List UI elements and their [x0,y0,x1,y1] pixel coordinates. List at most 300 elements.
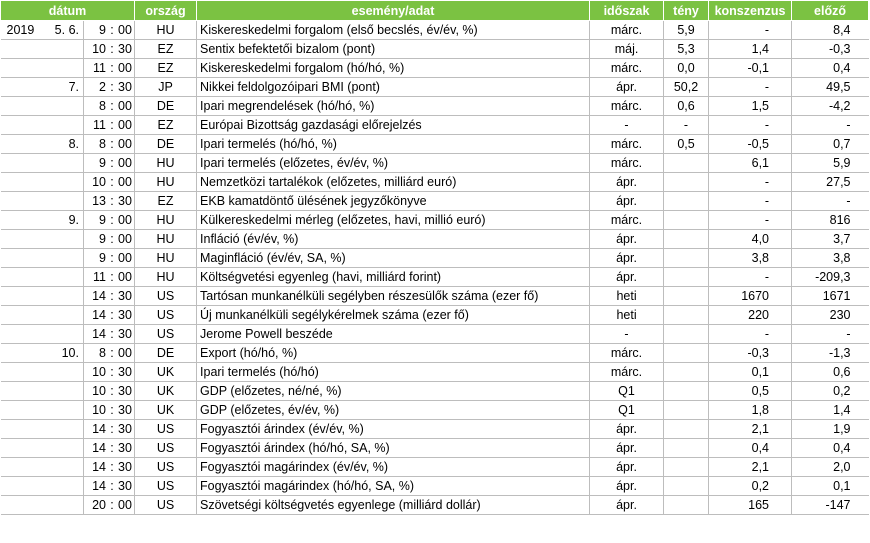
cell-time [84,382,135,401]
cell-date [36,496,84,515]
cell-consensus: 1,4 [709,40,792,59]
cell-year [1,382,36,401]
cell-period: márc. [590,135,664,154]
cell-period: ápr. [590,439,664,458]
cell-date: 9. [36,211,84,230]
cell-date: 5. 6. [36,21,84,40]
time-hour: 8 [99,137,106,151]
cell-date: 8. [36,135,84,154]
cell-date [36,477,84,496]
cell-date [36,59,84,78]
cell-previous: 0,4 [792,59,869,78]
cell-country: HU [135,211,197,230]
cell-date [36,458,84,477]
cell-time [84,97,135,116]
cell-event: GDP (előzetes, né/né, %) [197,382,590,401]
cell-country: US [135,439,197,458]
cell-country: US [135,420,197,439]
time-hour: 14 [92,460,106,474]
cell-year [1,477,36,496]
cell-consensus: - [709,192,792,211]
time-separator: : [110,441,114,455]
table-row [1,458,869,477]
cell-previous: 27,5 [792,173,869,192]
cell-time [84,230,135,249]
time-hour: 9 [99,251,106,265]
cell-event: Fogyasztói árindex (év/év, %) [197,420,590,439]
cell-previous: -1,3 [792,344,869,363]
cell-consensus: - [709,173,792,192]
cell-consensus: - [709,21,792,40]
cell-actual [664,154,709,173]
cell-previous: - [792,325,869,344]
cell-consensus: -0,1 [709,59,792,78]
cell-country: HU [135,249,197,268]
cell-time [84,154,135,173]
time-hour: 10 [92,42,106,56]
time-hour: 14 [92,289,106,303]
cell-period: márc. [590,211,664,230]
cell-event: GDP (előzetes, év/év, %) [197,401,590,420]
time-separator: : [110,384,114,398]
cell-date [36,287,84,306]
cell-period: - [590,116,664,135]
cell-country: US [135,496,197,515]
cell-consensus: 6,1 [709,154,792,173]
cell-consensus: -0,3 [709,344,792,363]
cell-previous: 3,8 [792,249,869,268]
cell-country: HU [135,230,197,249]
cell-previous: -0,3 [792,40,869,59]
cell-date [36,306,84,325]
time-separator: : [110,498,114,512]
cell-previous: 0,4 [792,439,869,458]
time-minute: 30 [118,327,132,341]
time-separator: : [110,479,114,493]
time-minute: 00 [118,251,132,265]
cell-country: US [135,287,197,306]
time-hour: 11 [93,270,106,284]
time-hour: 9 [99,23,106,37]
cell-country: US [135,458,197,477]
cell-event: EKB kamatdöntő ülésének jegyzőkönyve [197,192,590,211]
cell-period: ápr. [590,477,664,496]
cell-actual [664,363,709,382]
cell-country: UK [135,382,197,401]
time-hour: 11 [93,61,106,75]
cell-time [84,59,135,78]
cell-consensus: -0,5 [709,135,792,154]
time-separator: : [110,137,114,151]
cell-year [1,249,36,268]
cell-country: HU [135,268,197,287]
table-row [1,268,869,287]
cell-date [36,154,84,173]
cell-previous: - [792,116,869,135]
time-separator: : [110,346,114,360]
cell-event: Költségvetési egyenleg (havi, milliárd forint) [197,268,590,287]
cell-date [36,192,84,211]
cell-actual: 50,2 [664,78,709,97]
time-minute: 30 [118,42,132,56]
cell-year [1,306,36,325]
cell-event: Tartósan munkanélküli segélyben részesülők száma (ezer fő) [197,287,590,306]
table-row [1,154,869,173]
cell-actual [664,420,709,439]
cell-date [36,382,84,401]
table-row [1,116,869,135]
cell-time [84,40,135,59]
table-row [1,192,869,211]
cell-year [1,135,36,154]
cell-consensus: 0,2 [709,477,792,496]
cell-period: Q1 [590,382,664,401]
cell-period: ápr. [590,230,664,249]
header-datum: dátum [1,1,135,21]
time-separator: : [110,42,114,56]
cell-period: márc. [590,344,664,363]
cell-period: heti [590,287,664,306]
table-row [1,439,869,458]
time-minute: 30 [118,194,132,208]
cell-previous: 3,7 [792,230,869,249]
time-separator: : [110,308,114,322]
cell-actual: - [664,116,709,135]
header-esemeny: esemény/adat [197,1,590,21]
cell-time [84,78,135,97]
cell-event: Infláció (év/év, %) [197,230,590,249]
cell-previous: 49,5 [792,78,869,97]
time-hour: 8 [99,99,106,113]
time-minute: 00 [118,118,132,132]
cell-previous: 230 [792,306,869,325]
cell-actual [664,268,709,287]
cell-date [36,97,84,116]
time-hour: 14 [92,479,106,493]
cell-year [1,439,36,458]
cell-year [1,40,36,59]
time-minute: 30 [118,460,132,474]
cell-country: HU [135,154,197,173]
cell-period: ápr. [590,78,664,97]
cell-event: Új munkanélküli segélykérelmek száma (ezer fő) [197,306,590,325]
cell-country: HU [135,173,197,192]
cell-year [1,287,36,306]
cell-period: máj. [590,40,664,59]
cell-date [36,401,84,420]
time-minute: 00 [118,156,132,170]
cell-actual: 0,5 [664,135,709,154]
cell-previous: 1671 [792,287,869,306]
cell-time [84,173,135,192]
cell-country: EZ [135,192,197,211]
cell-year [1,211,36,230]
cell-actual [664,192,709,211]
time-separator: : [110,99,114,113]
cell-actual [664,306,709,325]
cell-time [84,401,135,420]
time-minute: 30 [118,365,132,379]
cell-consensus: 2,1 [709,458,792,477]
time-hour: 10 [92,175,106,189]
cell-actual [664,458,709,477]
time-hour: 11 [93,118,106,132]
cell-date [36,249,84,268]
cell-country: US [135,325,197,344]
cell-country: EZ [135,40,197,59]
cell-previous: -147 [792,496,869,515]
cell-consensus: 1,5 [709,97,792,116]
cell-date [36,173,84,192]
time-separator: : [110,175,114,189]
cell-time [84,135,135,154]
time-separator: : [110,61,114,75]
time-separator: : [110,270,114,284]
cell-year [1,116,36,135]
time-hour: 20 [92,498,106,512]
cell-previous: 8,4 [792,21,869,40]
cell-time [84,211,135,230]
table-row [1,40,869,59]
table-row [1,420,869,439]
table-header-row [1,1,869,21]
time-minute: 00 [118,232,132,246]
time-minute: 30 [118,80,132,94]
cell-event: Külkereskedelmi mérleg (előzetes, havi, millió euró) [197,211,590,230]
cell-time [84,439,135,458]
cell-previous: -209,3 [792,268,869,287]
cell-period: márc. [590,21,664,40]
cell-event: Sentix befektetői bizalom (pont) [197,40,590,59]
time-hour: 8 [99,346,106,360]
table-row [1,21,869,40]
header-elozo: előző [792,1,869,21]
cell-event: Nemzetközi tartalékok (előzetes, milliárd euró) [197,173,590,192]
cell-consensus: - [709,78,792,97]
time-separator: : [110,403,114,417]
table-row [1,59,869,78]
cell-period: heti [590,306,664,325]
cell-consensus: 3,8 [709,249,792,268]
cell-period: márc. [590,363,664,382]
cell-consensus: 0,5 [709,382,792,401]
cell-event: Ipari termelés (hó/hó, %) [197,135,590,154]
cell-consensus: - [709,211,792,230]
table-row [1,325,869,344]
time-minute: 00 [118,498,132,512]
time-separator: : [110,156,114,170]
cell-event: Maginfláció (év/év, SA, %) [197,249,590,268]
time-separator: : [110,289,114,303]
time-hour: 14 [92,441,106,455]
cell-year [1,420,36,439]
cell-consensus: 1670 [709,287,792,306]
cell-event: Kiskereskedelmi forgalom (hó/hó, %) [197,59,590,78]
cell-country: HU [135,21,197,40]
time-minute: 30 [118,441,132,455]
cell-period: Q1 [590,401,664,420]
table-row [1,363,869,382]
cell-year: 2019 [1,21,36,40]
cell-time [84,325,135,344]
time-separator: : [110,194,114,208]
time-minute: 00 [118,346,132,360]
cell-event: Ipari megrendelések (hó/hó, %) [197,97,590,116]
cell-date [36,363,84,382]
cell-previous: 0,1 [792,477,869,496]
cell-time [84,116,135,135]
cell-period: ápr. [590,249,664,268]
table-row [1,401,869,420]
cell-time [84,496,135,515]
cell-date [36,325,84,344]
cell-event: Fogyasztói árindex (hó/hó, SA, %) [197,439,590,458]
cell-actual [664,477,709,496]
time-separator: : [110,460,114,474]
cell-event: Ipari termelés (hó/hó) [197,363,590,382]
cell-actual: 5,3 [664,40,709,59]
cell-actual [664,287,709,306]
cell-year [1,458,36,477]
cell-consensus: - [709,116,792,135]
time-hour: 9 [99,156,106,170]
cell-country: UK [135,401,197,420]
cell-time [84,420,135,439]
cell-event: Európai Bizottság gazdasági előrejelzés [197,116,590,135]
table-row [1,382,869,401]
time-minute: 30 [118,403,132,417]
cell-period: márc. [590,59,664,78]
cell-actual: 0,6 [664,97,709,116]
table-row [1,211,869,230]
cell-country: DE [135,97,197,116]
cell-previous: 0,6 [792,363,869,382]
cell-consensus: 4,0 [709,230,792,249]
time-minute: 00 [118,23,132,37]
cell-year [1,97,36,116]
time-hour: 2 [99,80,106,94]
time-hour: 14 [92,327,106,341]
cell-consensus: 165 [709,496,792,515]
time-separator: : [110,80,114,94]
cell-previous: - [792,192,869,211]
time-minute: 30 [118,422,132,436]
cell-event: Fogyasztói magárindex (hó/hó, SA, %) [197,477,590,496]
time-hour: 13 [92,194,106,208]
cell-year [1,192,36,211]
cell-country: US [135,306,197,325]
time-hour: 14 [92,422,106,436]
table-row [1,78,869,97]
table-row [1,173,869,192]
cell-year [1,154,36,173]
cell-actual [664,496,709,515]
cell-time [84,21,135,40]
cell-event: Jerome Powell beszéde [197,325,590,344]
cell-previous: 0,7 [792,135,869,154]
cell-actual: 0,0 [664,59,709,78]
cell-date [36,439,84,458]
cell-time [84,268,135,287]
cell-time [84,344,135,363]
table-row [1,135,869,154]
cell-country: JP [135,78,197,97]
cell-year [1,173,36,192]
cell-previous: 1,9 [792,420,869,439]
table-row [1,344,869,363]
time-separator: : [110,327,114,341]
cell-actual [664,325,709,344]
cell-year [1,230,36,249]
table-body [1,21,869,515]
header-idoszak: időszak [590,1,664,21]
cell-actual [664,382,709,401]
time-hour: 9 [99,213,106,227]
time-minute: 00 [118,137,132,151]
time-hour: 9 [99,232,106,246]
time-minute: 30 [118,308,132,322]
cell-date [36,116,84,135]
cell-previous: -4,2 [792,97,869,116]
time-separator: : [110,365,114,379]
cell-event: Nikkei feldolgozóipari BMI (pont) [197,78,590,97]
time-hour: 10 [92,365,106,379]
cell-date [36,230,84,249]
table-row [1,477,869,496]
cell-period: ápr. [590,268,664,287]
time-separator: : [110,422,114,436]
cell-time [84,249,135,268]
cell-previous: 5,9 [792,154,869,173]
header-orszag: ország [135,1,197,21]
cell-consensus: 0,1 [709,363,792,382]
cell-date [36,268,84,287]
cell-time [84,477,135,496]
cell-period: márc. [590,97,664,116]
cell-period: ápr. [590,420,664,439]
time-minute: 30 [118,384,132,398]
time-separator: : [110,23,114,37]
cell-time [84,192,135,211]
cell-consensus: 0,4 [709,439,792,458]
time-minute: 00 [118,213,132,227]
cell-time [84,458,135,477]
cell-time [84,287,135,306]
cell-time [84,306,135,325]
table-row [1,287,869,306]
cell-period: - [590,325,664,344]
cell-actual [664,230,709,249]
cell-year [1,401,36,420]
cell-period: ápr. [590,496,664,515]
cell-event: Fogyasztói magárindex (év/év, %) [197,458,590,477]
cell-period: ápr. [590,458,664,477]
cell-country: DE [135,135,197,154]
time-minute: 30 [118,479,132,493]
cell-time [84,363,135,382]
cell-consensus: 1,8 [709,401,792,420]
table-row [1,97,869,116]
cell-period: ápr. [590,173,664,192]
cell-year [1,496,36,515]
cell-previous: 2,0 [792,458,869,477]
time-minute: 00 [118,99,132,113]
cell-country: US [135,477,197,496]
cell-actual: 5,9 [664,21,709,40]
time-minute: 00 [118,175,132,189]
cell-date: 7. [36,78,84,97]
cell-consensus: 220 [709,306,792,325]
